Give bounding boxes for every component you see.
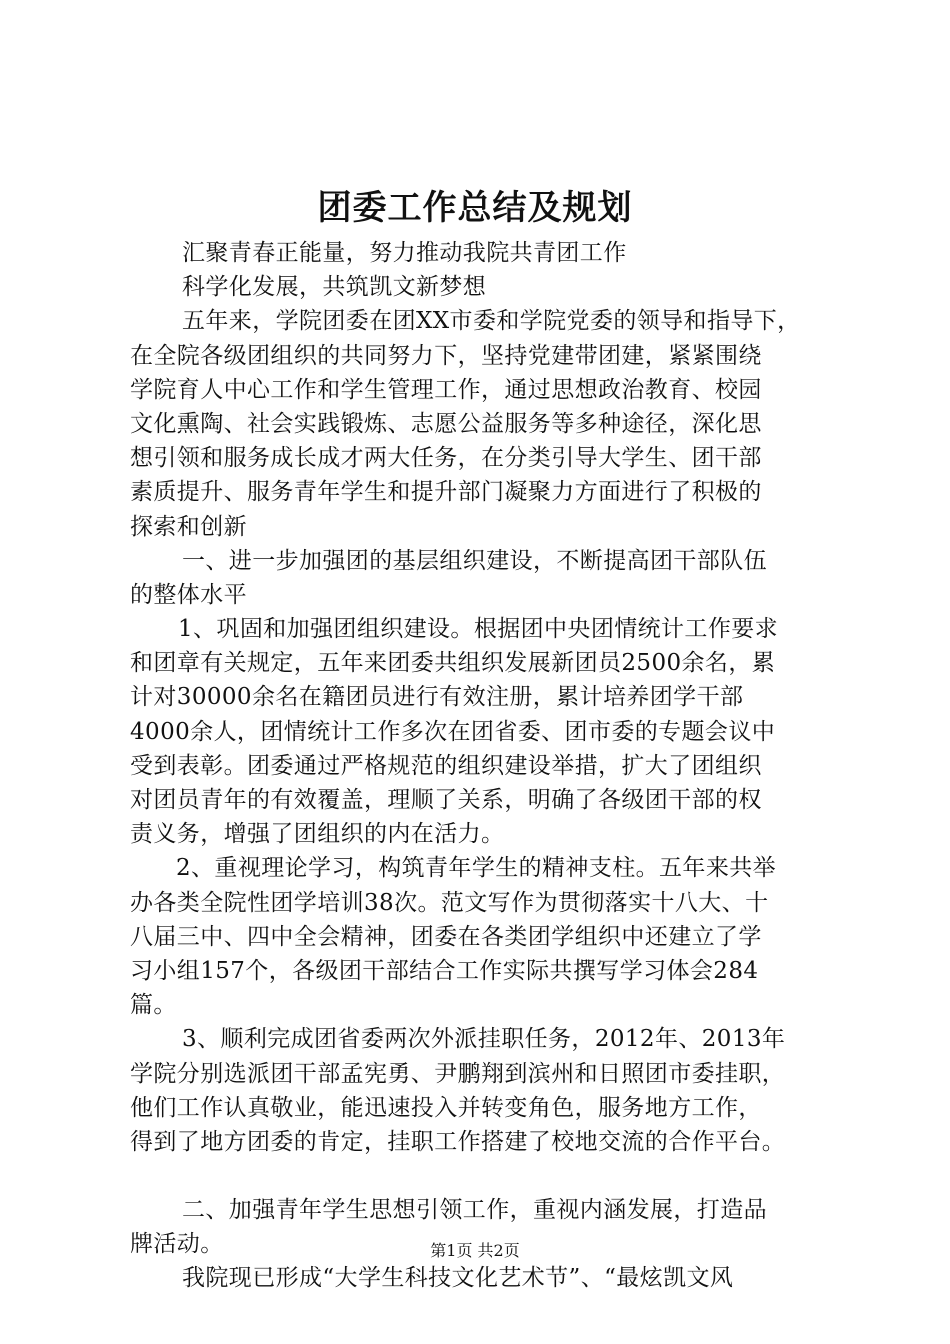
text-line: 二、加强青年学生思想引领工作，重视内涵发展，打造品	[182, 1197, 767, 1224]
text-line: 在全院各级团组织的共同努力下，坚持党建带团建，紧紧围绕	[130, 342, 762, 369]
text-line: 责义务，增强了团组织的内在活力。	[130, 821, 505, 848]
text-line: 篇。	[130, 992, 177, 1019]
text-line: 受到表彰。团委通过严格规范的组织建设举措，扩大了团组织	[130, 752, 762, 779]
text-line: 八届三中、四中全会精神，团委在各类团学组织中还建立了学	[130, 923, 762, 950]
text-line: 一、进一步加强团的基层组织建设，不断提高团干部队伍	[182, 547, 767, 574]
text-line: 习小组157个，各级团干部结合工作实际共撰写学习体会284	[130, 957, 759, 984]
text-line: 和团章有关规定，五年来团委共组织发展新团员2500余名，累	[130, 650, 776, 677]
document-body	[130, 236, 850, 1296]
paragraph-gap	[130, 1159, 850, 1193]
text-line: 我院现已形成“大学生科技文化艺术节”、“最炫凯文风	[182, 1265, 734, 1292]
text-line: 的整体水平	[130, 581, 247, 608]
text-line: 学院分别选派团干部孟宪勇、尹鹏翔到滨州和日照团市委挂职，	[130, 1060, 786, 1087]
text-line: 计对30000余名在籍团员进行有效注册，累计培养团学干部	[130, 684, 744, 711]
text-line: 办各类全院性团学培训38次。范文写作为贯彻落实十八大、十	[130, 889, 769, 916]
text-line: 牌活动。	[130, 1231, 224, 1258]
text-line: 他们工作认真敬业，能迅速投入并转变角色，服务地方工作，	[130, 1094, 762, 1121]
text-line: 学院育人中心工作和学生管理工作，通过思想政治教育、校园	[130, 376, 762, 403]
page-footer: 第1页 共2页	[430, 1241, 520, 1260]
text-line: 探索和创新	[130, 513, 247, 540]
text-line: 科学化发展，共筑凯文新梦想	[182, 274, 487, 301]
text-line: 五年来，学院团委在团XX市委和学院党委的领导和指导下，	[182, 308, 801, 335]
text-line: 对团员青年的有效覆盖，理顺了关系，明确了各级团干部的权	[130, 787, 762, 813]
text-line: 汇聚青春正能量，努力推动我院共青团工作	[182, 240, 627, 266]
text-line: 得到了地方团委的肯定，挂职工作搭建了校地交流的合作平台。	[130, 1128, 786, 1155]
text-line: 文化熏陶、社会实践锻炼、志愿公益服务等多种途径，深化思	[130, 410, 762, 437]
text-line: 4000余人，团情统计工作多次在团省委、团市委的专题会议中	[130, 718, 776, 745]
text-line: 3、顺利完成团省委两次外派挂职任务，2012年、2013年	[182, 1026, 786, 1053]
text-line: 素质提升、服务青年学生和提升部门凝聚力方面进行了积极的	[130, 479, 762, 506]
text-line: 想引领和服务成长成才两大任务，在分类引导大学生、团干部	[130, 445, 762, 472]
document-title: 团委工作总结及规划	[317, 188, 633, 228]
text-line: 1、巩固和加强团组织建设。根据团中央团情统计工作要求	[178, 616, 779, 643]
text-line: 2、重视理论学习，构筑青年学生的精神支柱。五年来共举	[176, 855, 777, 882]
